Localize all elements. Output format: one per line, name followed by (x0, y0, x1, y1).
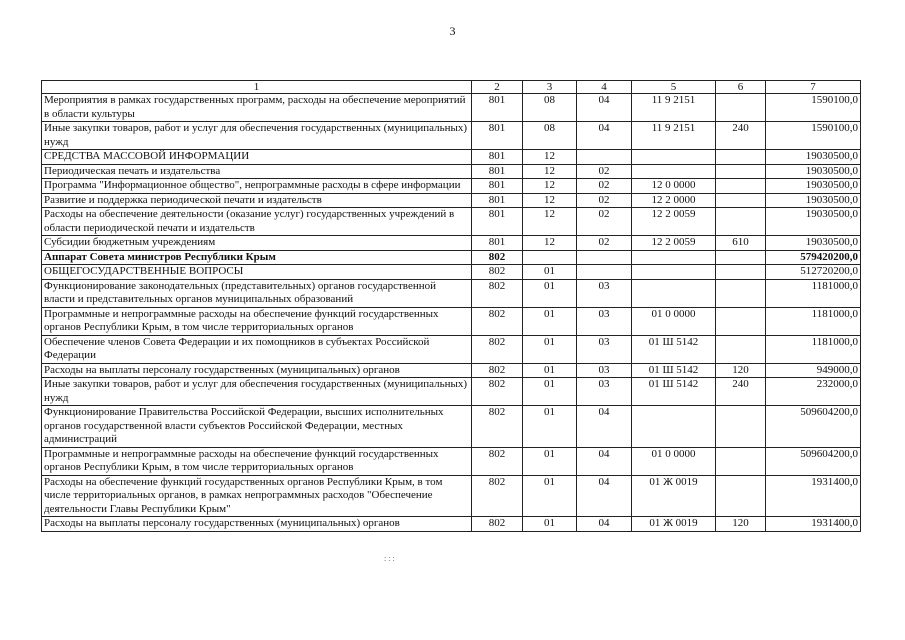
row-amount-cell: 1931400,0 (766, 475, 861, 517)
row-section-cell: 01 (523, 265, 577, 280)
row-target-cell (632, 265, 716, 280)
row-code-cell: 801 (472, 122, 523, 150)
row-amount-cell: 19030500,0 (766, 236, 861, 251)
table-row (42, 94, 861, 122)
row-amount-cell: 949000,0 (766, 363, 861, 378)
row-section-cell (523, 250, 577, 265)
row-expense-type-cell: 120 (716, 363, 766, 378)
row-section-cell: 01 (523, 378, 577, 406)
row-amount-cell: 1590100,0 (766, 94, 861, 122)
row-subsection-cell: 02 (577, 164, 632, 179)
row-code-cell: 802 (472, 447, 523, 475)
row-expense-type-cell (716, 406, 766, 448)
row-code-cell: 801 (472, 94, 523, 122)
row-target-cell: 01 Ш 5142 (632, 335, 716, 363)
row-code-cell: 801 (472, 164, 523, 179)
table-row (42, 335, 861, 363)
row-target-cell: 01 Ш 5142 (632, 363, 716, 378)
row-subsection-cell: 04 (577, 517, 632, 532)
row-subsection-cell: 04 (577, 122, 632, 150)
row-name-cell: Мероприятия в рамках государственных программ, расходы на обеспечение мероприятий в области культуры (42, 94, 472, 122)
row-subsection-cell: 02 (577, 208, 632, 236)
row-amount-cell: 19030500,0 (766, 208, 861, 236)
column-header: 4 (577, 81, 632, 94)
row-subsection-cell: 04 (577, 447, 632, 475)
table-row (42, 236, 861, 251)
row-section-cell: 01 (523, 447, 577, 475)
row-subsection-cell: 04 (577, 475, 632, 517)
row-subsection-cell: 03 (577, 279, 632, 307)
row-code-cell: 801 (472, 150, 523, 165)
table-row (42, 447, 861, 475)
row-expense-type-cell (716, 150, 766, 165)
row-code-cell: 802 (472, 406, 523, 448)
row-code-cell: 802 (472, 279, 523, 307)
row-amount-cell: 579420200,0 (766, 250, 861, 265)
row-name-cell: Программные и непрограммные расходы на обеспечение функций государственных органов Республики Крым, в том числе территориальных органов (42, 447, 472, 475)
row-code-cell: 801 (472, 193, 523, 208)
row-target-cell: 12 2 0059 (632, 236, 716, 251)
row-amount-cell: 512720200,0 (766, 265, 861, 280)
row-subsection-cell (577, 150, 632, 165)
row-name-cell: Функционирование Правительства Российской Федерации, высших исполнительных органов государственной власти субъектов Российской Федерации, местных администраций (42, 406, 472, 448)
table-row (42, 250, 861, 265)
row-expense-type-cell (716, 307, 766, 335)
row-section-cell: 01 (523, 335, 577, 363)
row-expense-type-cell (716, 94, 766, 122)
row-target-cell: 12 0 0000 (632, 179, 716, 194)
row-expense-type-cell (716, 265, 766, 280)
row-target-cell: 12 2 0059 (632, 208, 716, 236)
row-subsection-cell: 02 (577, 236, 632, 251)
row-amount-cell: 1181000,0 (766, 307, 861, 335)
row-name-cell: Расходы на обеспечение деятельности (оказание услуг) государственных учреждений в области периодической печати и издательств (42, 208, 472, 236)
row-section-cell: 12 (523, 193, 577, 208)
row-section-cell: 01 (523, 279, 577, 307)
row-section-cell: 12 (523, 236, 577, 251)
row-code-cell: 802 (472, 517, 523, 532)
row-section-cell: 08 (523, 122, 577, 150)
row-section-cell: 01 (523, 517, 577, 532)
row-subsection-cell: 04 (577, 406, 632, 448)
row-subsection-cell: 02 (577, 179, 632, 194)
row-name-cell: Развитие и поддержка периодической печати и издательств (42, 193, 472, 208)
table-header-row (42, 81, 861, 94)
row-subsection-cell: 02 (577, 193, 632, 208)
row-target-cell (632, 279, 716, 307)
footer-marks: : : : (384, 554, 395, 563)
row-code-cell: 801 (472, 236, 523, 251)
table-row (42, 208, 861, 236)
row-name-cell: Расходы на выплаты персоналу государственных (муниципальных) органов (42, 517, 472, 532)
row-amount-cell: 1931400,0 (766, 517, 861, 532)
table-row (42, 122, 861, 150)
row-expense-type-cell (716, 447, 766, 475)
row-expense-type-cell (716, 279, 766, 307)
row-code-cell: 802 (472, 250, 523, 265)
column-header: 5 (632, 81, 716, 94)
row-amount-cell: 1590100,0 (766, 122, 861, 150)
row-amount-cell: 509604200,0 (766, 447, 861, 475)
row-expense-type-cell: 240 (716, 378, 766, 406)
row-target-cell: 12 2 0000 (632, 193, 716, 208)
row-target-cell (632, 250, 716, 265)
row-section-cell: 12 (523, 164, 577, 179)
row-code-cell: 802 (472, 378, 523, 406)
row-amount-cell: 19030500,0 (766, 150, 861, 165)
row-subsection-cell (577, 250, 632, 265)
row-target-cell: 01 Ж 0019 (632, 517, 716, 532)
row-name-cell: Иные закупки товаров, работ и услуг для обеспечения государственных (муниципальных) нужд (42, 122, 472, 150)
row-section-cell: 12 (523, 208, 577, 236)
column-header: 2 (472, 81, 523, 94)
row-name-cell: СРЕДСТВА МАССОВОЙ ИНФОРМАЦИИ (42, 150, 472, 165)
row-subsection-cell: 03 (577, 335, 632, 363)
row-name-cell: Функционирование законодательных (представительных) органов государственной власти и представительных органов муниципальных образований (42, 279, 472, 307)
table-row (42, 475, 861, 517)
row-expense-type-cell (716, 335, 766, 363)
table-row (42, 279, 861, 307)
row-section-cell: 01 (523, 307, 577, 335)
table-row (42, 179, 861, 194)
row-expense-type-cell: 240 (716, 122, 766, 150)
table-row (42, 406, 861, 448)
row-section-cell: 12 (523, 179, 577, 194)
row-amount-cell: 1181000,0 (766, 279, 861, 307)
page-number: 3 (449, 24, 456, 38)
table-row (42, 164, 861, 179)
row-name-cell: Расходы на выплаты персоналу государственных (муниципальных) органов (42, 363, 472, 378)
row-expense-type-cell (716, 475, 766, 517)
table-row (42, 150, 861, 165)
row-target-cell (632, 150, 716, 165)
row-expense-type-cell: 120 (716, 517, 766, 532)
row-code-cell: 802 (472, 335, 523, 363)
row-name-cell: Периодическая печать и издательства (42, 164, 472, 179)
row-subsection-cell (577, 265, 632, 280)
row-target-cell: 01 0 0000 (632, 447, 716, 475)
row-amount-cell: 19030500,0 (766, 179, 861, 194)
row-subsection-cell: 04 (577, 94, 632, 122)
row-name-cell: Субсидии бюджетным учреждениям (42, 236, 472, 251)
column-header: 1 (42, 81, 472, 94)
row-amount-cell: 232000,0 (766, 378, 861, 406)
row-name-cell: Обеспечение членов Совета Федерации и их помощников в субъектах Российской Федерации (42, 335, 472, 363)
row-amount-cell: 19030500,0 (766, 193, 861, 208)
row-target-cell: 01 0 0000 (632, 307, 716, 335)
row-section-cell: 08 (523, 94, 577, 122)
row-section-cell: 01 (523, 406, 577, 448)
table-row (42, 517, 861, 532)
row-amount-cell: 19030500,0 (766, 164, 861, 179)
row-target-cell (632, 406, 716, 448)
row-name-cell: Иные закупки товаров, работ и услуг для обеспечения государственных (муниципальных) нужд (42, 378, 472, 406)
row-code-cell: 801 (472, 208, 523, 236)
row-target-cell: 11 9 2151 (632, 94, 716, 122)
row-section-cell: 01 (523, 475, 577, 517)
table-row (42, 378, 861, 406)
row-subsection-cell: 03 (577, 378, 632, 406)
column-header: 6 (716, 81, 766, 94)
row-expense-type-cell (716, 208, 766, 236)
table-row (42, 193, 861, 208)
row-target-cell: 01 Ж 0019 (632, 475, 716, 517)
row-section-cell: 12 (523, 150, 577, 165)
row-code-cell: 802 (472, 265, 523, 280)
row-amount-cell: 1181000,0 (766, 335, 861, 363)
row-expense-type-cell (716, 193, 766, 208)
table-body (42, 94, 861, 532)
table-row (42, 363, 861, 378)
row-section-cell: 01 (523, 363, 577, 378)
row-target-cell: 11 9 2151 (632, 122, 716, 150)
row-code-cell: 801 (472, 179, 523, 194)
row-name-cell: Программа "Информационное общество", непрограммные расходы в сфере информации (42, 179, 472, 194)
row-subsection-cell: 03 (577, 363, 632, 378)
budget-table (41, 80, 861, 532)
row-expense-type-cell (716, 179, 766, 194)
table-row (42, 265, 861, 280)
row-name-cell: ОБЩЕГОСУДАРСТВЕННЫЕ ВОПРОСЫ (42, 265, 472, 280)
column-header: 7 (766, 81, 861, 94)
table-row (42, 307, 861, 335)
row-name-cell: Расходы на обеспечение функций государственных органов Республики Крым, в том числе территориальных органов, в рамках непрограммных расходов "Обеспечение деятельности Главы Республики Крым" (42, 475, 472, 517)
row-target-cell (632, 164, 716, 179)
row-name-cell: Программные и непрограммные расходы на обеспечение функций государственных органов Республики Крым, в том числе территориальных органов (42, 307, 472, 335)
row-name-cell: Аппарат Совета министров Республики Крым (42, 250, 472, 265)
row-expense-type-cell (716, 250, 766, 265)
row-amount-cell: 509604200,0 (766, 406, 861, 448)
row-code-cell: 802 (472, 363, 523, 378)
row-code-cell: 802 (472, 307, 523, 335)
column-header: 3 (523, 81, 577, 94)
row-subsection-cell: 03 (577, 307, 632, 335)
row-expense-type-cell: 610 (716, 236, 766, 251)
row-code-cell: 802 (472, 475, 523, 517)
row-target-cell: 01 Ш 5142 (632, 378, 716, 406)
row-expense-type-cell (716, 164, 766, 179)
